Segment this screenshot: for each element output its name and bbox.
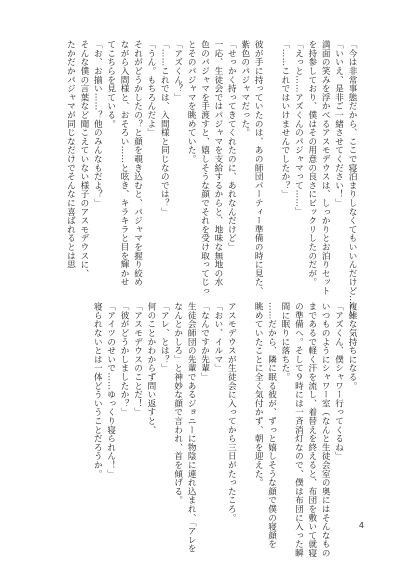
- text-line: 「アイツのせいで……ゆっくり寝られん！」: [105, 302, 116, 478]
- text-line: たかだかパジャマが同じなだけでそんなに喜ばれるとは思: [65, 40, 76, 269]
- text-block-lower: [90, 302, 358, 558]
- text-line: 「彼がどうかしましたか？」: [119, 302, 130, 417]
- paragraph-gap: [237, 302, 250, 526]
- page-number: 4: [358, 521, 364, 530]
- text-line: 「アズくん、僕シャワー行ってくるね」: [333, 302, 344, 461]
- text-line: そんな僕の言葉など聞こえていない様子のアスモデウスに、: [78, 40, 89, 278]
- text-line: まであるで軽く汗を流し、着替えを終えると、布団を敷いて就寝: [306, 302, 317, 558]
- text-line: ……だから、隣に眠る彼が、ずっと嬉しそうな顔で僕の寝顔を: [266, 302, 277, 549]
- text-line: なんとかしろ」と神妙な顔で言われ、首を傾げる。: [172, 302, 183, 505]
- text-block-upper: [63, 40, 358, 322]
- text-line: アスモデウスが生徒会に入ってから三日がたったころ。: [226, 302, 237, 522]
- text-line: ながら入間様と、おそろい……と呟き、キラキラと目を輝かせ: [119, 40, 130, 287]
- text-line: 「アスモデウスのことだ！」: [132, 302, 143, 417]
- text-line: てこちらを見ている。: [105, 40, 116, 128]
- text-line: 「おい、イルマ」: [212, 302, 223, 373]
- text-line: 「アズくん？」: [172, 40, 183, 102]
- text-line: 「いいえ、是非ご一緒させてください！」: [333, 40, 344, 208]
- text-line: 「……これではいけませんでしたか？」: [279, 40, 290, 199]
- text-line: 一応、生徒会ではパジャマを支給するからと、地味な無地の水: [212, 40, 223, 287]
- text-line: 色のパジャマを手渡すと、嬉しそうな顔でそれを受け取ってじっ: [199, 40, 210, 296]
- text-line: 紫色のパジャマだった。: [239, 40, 250, 137]
- text-line: の準備へ。そして９時には一斉消灯なので、僕は布団に入った瞬: [293, 302, 304, 558]
- text-line: 「えっと……アズくんのパジャマって……」: [293, 40, 304, 216]
- text-line: 彼が手に持っていたのは、あの師団パーティー準備の時に見た、: [253, 40, 264, 296]
- paragraph-gap: [264, 40, 277, 290]
- text-line: 「お、お揃い……？他のみんなもだよ？」: [92, 40, 103, 208]
- text-line: 生徒会師団の先輩であるジョニーに物陰に連れ込まれ、「アレを: [186, 302, 197, 553]
- text-line: 「せっかく持ってきてくれたのに、あれなんだけど」: [226, 40, 237, 252]
- text-line: 「アレ、とは？」: [159, 302, 170, 373]
- text-line: いつものようにシャワー室（なんと生徒会室の奥にはそんなもの: [320, 302, 331, 558]
- text-line: を持参しており、僕はその用意の良さにビックリしたのだが。: [306, 40, 317, 287]
- text-line: 寝られないとは一体どういうことだろうか。: [92, 302, 103, 478]
- text-line: 何のことかわからず問い返すと、: [145, 302, 156, 434]
- text-line: 「……これでは、入間様と同じなのでは？」: [159, 40, 170, 216]
- text-line: 「うん。もちろんだよ」: [145, 40, 156, 137]
- text-line: 複雑な気持ちになる。: [347, 302, 357, 390]
- text-line: 満面の笑みを浮かべるアスモデウスは、しっかりとお泊りセット: [320, 40, 331, 296]
- text-line: 「今は非常事態だから、ここで寝泊まりしなくてもいいんだけど……」: [347, 40, 357, 322]
- text-line: 「なんですか先輩」: [199, 302, 210, 382]
- text-line: それがどうかしたの？と顔を覗き込むと、パジャマを握り絞め: [132, 40, 143, 287]
- text-line: 間に眠りに落ちた。: [279, 302, 290, 382]
- text-line: とそのパジャマを眺めていた。: [186, 40, 197, 164]
- text-line: 眺めていたことに全く気付かず、朝を迎えた。: [253, 302, 264, 487]
